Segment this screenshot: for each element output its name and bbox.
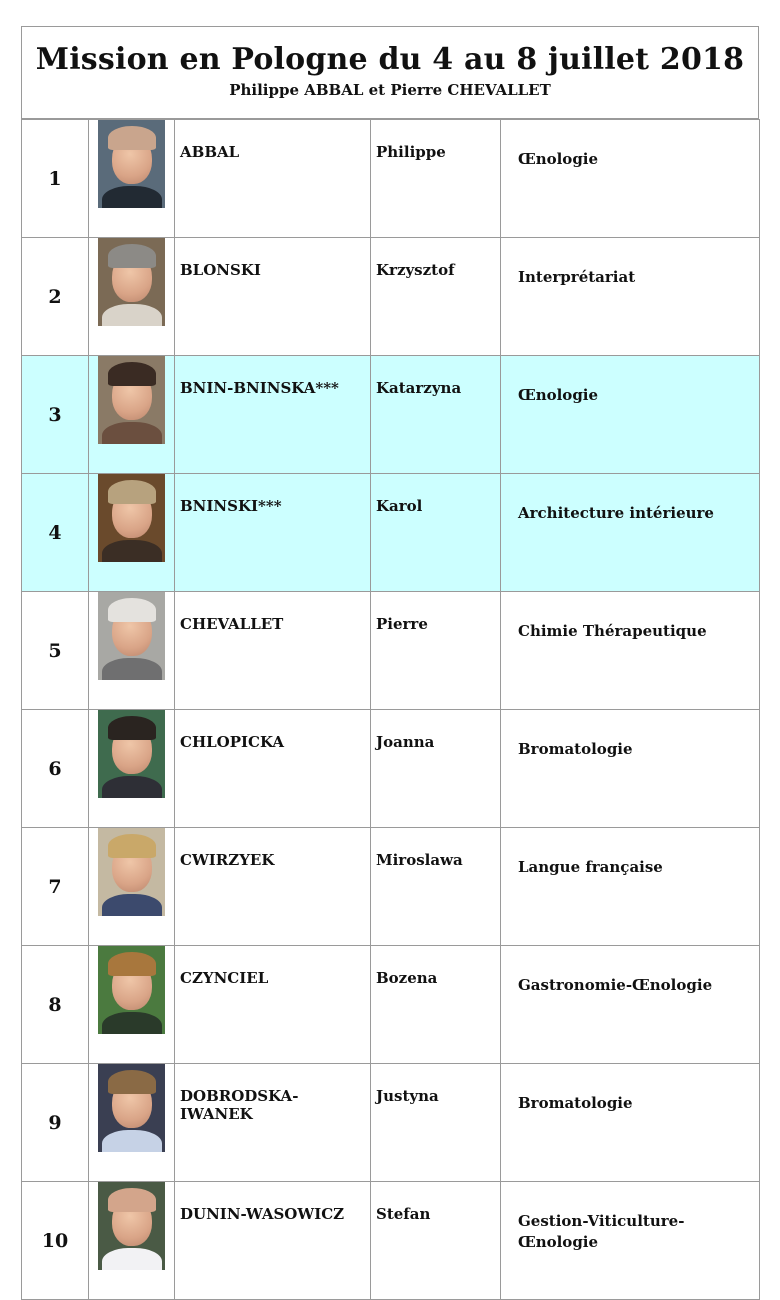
- first-name: Justyna: [371, 1064, 501, 1182]
- discipline: Œnologie: [501, 120, 760, 238]
- discipline: Langue française: [501, 828, 760, 946]
- table-row: [22, 1182, 760, 1300]
- table-row: [22, 356, 760, 474]
- last-name: DUNIN-WASOWICZ: [175, 1182, 371, 1300]
- photo-cell: [89, 1064, 175, 1182]
- photo-cell: [89, 710, 175, 828]
- discipline: Architecture intérieure: [501, 474, 760, 592]
- first-name: Philippe: [371, 120, 501, 238]
- discipline: Bromatologie: [501, 710, 760, 828]
- table-row: [22, 120, 760, 238]
- first-name: Katarzyna: [371, 356, 501, 474]
- participant-photo: [98, 238, 165, 326]
- first-name: Joanna: [371, 710, 501, 828]
- photo-cell: [89, 120, 175, 238]
- row-number: 10: [22, 1182, 89, 1300]
- participant-photo: [98, 946, 165, 1034]
- participant-photo: [98, 1064, 165, 1152]
- table-row: [22, 710, 760, 828]
- table-row: [22, 946, 760, 1064]
- discipline: Œnologie: [501, 356, 760, 474]
- row-number: 4: [22, 474, 89, 592]
- row-number: 2: [22, 238, 89, 356]
- participant-photo: [98, 474, 165, 562]
- discipline: Bromatologie: [501, 1064, 760, 1182]
- table-row: [22, 474, 760, 592]
- first-name: Krzysztof: [371, 238, 501, 356]
- photo-cell: [89, 592, 175, 710]
- first-name: Bozena: [371, 946, 501, 1064]
- last-name: BNIN-BNINSKA***: [175, 356, 371, 474]
- last-name: ABBAL: [175, 120, 371, 238]
- table-row: [22, 828, 760, 946]
- first-name: Pierre: [371, 592, 501, 710]
- last-name: BNINSKI***: [175, 474, 371, 592]
- last-name: DOBRODSKA- IWANEK: [175, 1064, 371, 1182]
- last-name: CWIRZYEK: [175, 828, 371, 946]
- last-name: CHLOPICKA: [175, 710, 371, 828]
- table-row: [22, 592, 760, 710]
- participant-photo: [98, 710, 165, 798]
- participant-table: [21, 119, 760, 1300]
- table-row: [22, 1064, 760, 1182]
- participant-photo: [98, 1182, 165, 1270]
- first-name: Stefan: [371, 1182, 501, 1300]
- photo-cell: [89, 356, 175, 474]
- participant-photo: [98, 592, 165, 680]
- row-number: 8: [22, 946, 89, 1064]
- last-name: BLONSKI: [175, 238, 371, 356]
- row-number: 9: [22, 1064, 89, 1182]
- participant-photo: [98, 120, 165, 208]
- row-number: 3: [22, 356, 89, 474]
- photo-cell: [89, 474, 175, 592]
- discipline: Chimie Thérapeutique: [501, 592, 760, 710]
- row-number: 7: [22, 828, 89, 946]
- photo-cell: [89, 238, 175, 356]
- photo-cell: [89, 946, 175, 1064]
- last-name: CZYNCIEL: [175, 946, 371, 1064]
- row-number: 1: [22, 120, 89, 238]
- discipline: Gestion-Viticulture- Œnologie: [501, 1182, 760, 1300]
- row-number: 6: [22, 710, 89, 828]
- first-name: Miroslawa: [371, 828, 501, 946]
- discipline: Gastronomie-Œnologie: [501, 946, 760, 1064]
- table-row: [22, 238, 760, 356]
- participant-photo: [98, 828, 165, 916]
- photo-cell: [89, 828, 175, 946]
- discipline: Interprétariat: [501, 238, 760, 356]
- document-title: Mission en Pologne du 4 au 8 juillet 2018: [35, 42, 745, 77]
- document-subtitle: Philippe ABBAL et Pierre CHEVALLET: [229, 81, 551, 99]
- document-header: [21, 26, 759, 119]
- participant-photo: [98, 356, 165, 444]
- photo-cell: [89, 1182, 175, 1300]
- first-name: Karol: [371, 474, 501, 592]
- participant-sheet: [21, 26, 759, 1300]
- last-name: CHEVALLET: [175, 592, 371, 710]
- row-number: 5: [22, 592, 89, 710]
